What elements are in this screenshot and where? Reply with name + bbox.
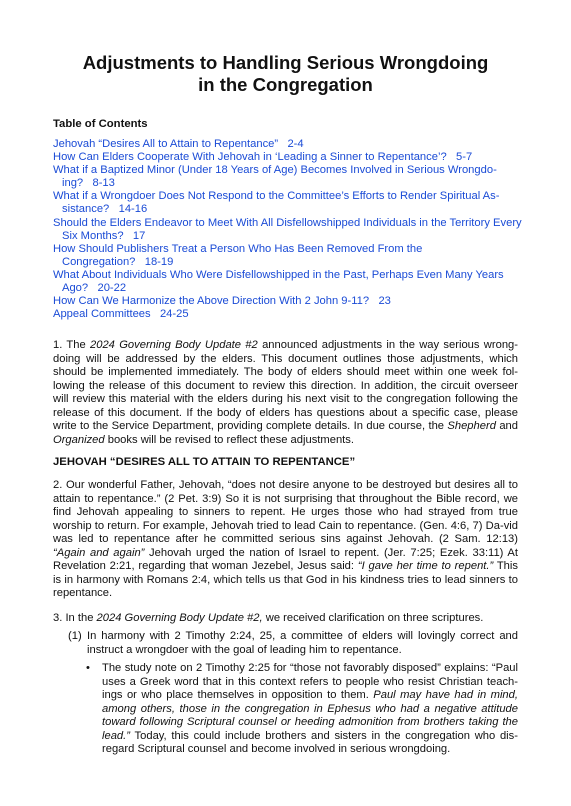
paragraph-2: 2. Our wonderful Father, Jehovah, “does not desire anyone to be destroyed but desires all to attain to repentance.” (2 Pet. 3:9) So it is not surprising that throughout the Bible record, we find Jehovah appealing to sinners to repent. He urges those who had strayed from true worship to return. For example, Jehovah tried to lead Cain to repentance. (Gen. 4:6, 7) Da-vid was led to repentance after he committed serious sins against Jehovah. (2 Sam. 12:13) “Again and again” Jehovah urged the nation of Israel to repent. (Jer. 7:25; Ezek. 33:11) At Revelation 2:21, regarding that woman Jezebel, Jesus said: “I gave her time to repent.” This is in harmony with Romans 2:4, which tells us that God in his kindness tries to lead sinners to repentance. — [53, 479, 518, 599]
table-of-contents — [53, 138, 523, 321]
toc-item[interactable] — [53, 138, 523, 151]
toc-item[interactable] — [53, 308, 523, 321]
bullet-point — [86, 662, 518, 757]
toc-item[interactable] — [53, 190, 523, 216]
paragraph-3: 3. In the 2024 Governing Body Update #2, we received clarification on three scriptures. — [53, 612, 484, 624]
toc-link[interactable]: Jehovah “Desires All to Attain to Repentance” 2-4 — [53, 138, 304, 150]
toc-link[interactable]: What About Individuals Who Were Disfellowshipped in the Past, Perhaps Even Many Years Ago? 20-22 — [53, 268, 504, 295]
subpoint-number: (1) — [68, 630, 82, 642]
section-heading: JEHOVAH “DESIRES ALL TO ATTAIN TO REPENTANCE” — [53, 456, 356, 468]
toc-item[interactable] — [53, 217, 523, 243]
paragraph-1: 1. The 2024 Governing Body Update #2 announced adjustments in the way serious wrong-doing will be addressed by the elders. This document outlines those adjustments, which should be implemented immediately. The body of elders should meet within one week fol-lowing the release of this document to review this direction. In addition, the circuit overseer will review this material with the elders during his next visit to the congregation following the release of this document. If the body of elders has questions about a specific case, please write to the Service Department, providing complete details. In due course, the Shepherd and Organized books will be revised to reflect these adjustments. — [53, 339, 518, 446]
toc-item[interactable] — [53, 269, 523, 295]
title-line-2: in the Congregation — [198, 74, 373, 95]
bullet-text: The study note on 2 Timothy 2:25 for “those not favorably disposed” explains: “Paul uses a Greek word that in this context refers to people who resist Christian teach-ings or who place themselves in opposition to them. Paul may have had in mind, among others, those in the congregation in Ephesus who had a negative attitude toward following Scriptural counsel or heeding admonition from brothers taking the lead.” Today, this could include brothers and sisters in the congregation who dis-regard Scriptural counsel and become involved in serious wrongdoing. — [102, 662, 518, 755]
toc-heading: Table of Contents — [53, 118, 148, 130]
numbered-subpoint — [68, 630, 518, 657]
toc-link[interactable]: Appeal Committees 24-25 — [53, 308, 189, 321]
document-title — [40, 52, 531, 96]
subpoint-text: In harmony with 2 Timothy 2:24, 25, a committee of elders will lovingly correct and instruct a wrongdoer with the goal of leading him to repentance. — [87, 630, 518, 656]
toc-link[interactable]: What if a Wrongdoer Does Not Respond to the Committee’s Efforts to Render Spiritual As-sistance? 14-16 — [53, 190, 500, 216]
toc-link[interactable]: What if a Baptized Minor (Under 18 Years of Age) Becomes Involved in Serious Wrongdo-ing? 8-13 — [53, 164, 497, 190]
toc-item[interactable] — [53, 151, 523, 164]
toc-item[interactable] — [53, 164, 523, 190]
toc-link[interactable]: How Can Elders Cooperate With Jehovah in ‘Leading a Sinner to Repentance’? 5-7 — [53, 151, 473, 164]
toc-link[interactable]: How Should Publishers Treat a Person Who Has Been Removed From the Congregation? 18-19 — [53, 242, 423, 268]
toc-link[interactable]: How Can We Harmonize the Above Direction With 2 John 9-11? 23 — [53, 295, 391, 308]
toc-link[interactable]: Should the Elders Endeavor to Meet With All Disfellowshipped Individuals in the Territory Every Six Months? 17 — [53, 216, 522, 242]
toc-item[interactable] — [53, 243, 523, 269]
bullet-icon: • — [86, 662, 90, 674]
title-line-1: Adjustments to Handling Serious Wrongdoing — [82, 52, 489, 73]
toc-item[interactable] — [53, 295, 523, 308]
